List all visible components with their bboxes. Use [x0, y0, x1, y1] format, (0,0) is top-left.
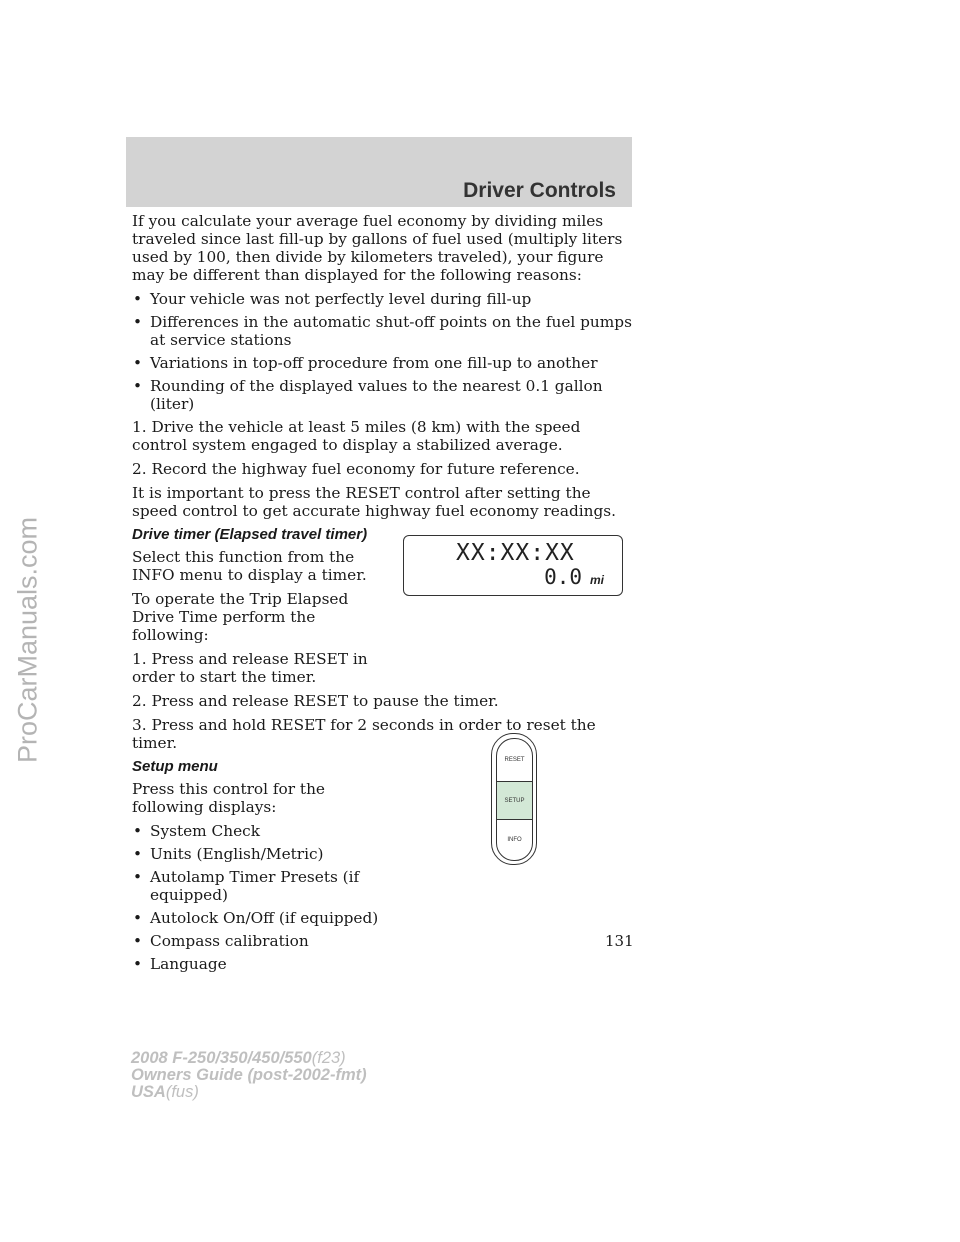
bullet-icon: •	[133, 313, 143, 331]
message-center-switch	[491, 733, 537, 865]
drive-timer-step: 2. Press and release RESET to pause the timer.	[132, 692, 499, 710]
footer-line: 2008 F-250/350/450/550(f23)	[131, 1049, 346, 1067]
reset-button: RESET	[504, 757, 525, 763]
bullet-icon: •	[133, 955, 143, 973]
distance-readout: 0.0	[544, 565, 582, 589]
list-item: • Your vehicle was not perfectly level during fill-up	[133, 290, 532, 308]
list-item: • Differences in the automatic shut-off points on the fuel pumps at service stations	[133, 313, 632, 349]
bullet-icon: •	[133, 909, 143, 927]
bullet-icon: •	[133, 377, 143, 395]
bullet-icon: •	[133, 290, 143, 308]
drive-timer-step: 1. Press and release RESET in order to start the timer.	[132, 650, 368, 686]
drive-timer-paragraph: To operate the Trip Elapsed Drive Time perform the following:	[132, 590, 349, 644]
bullet-icon: •	[133, 354, 143, 372]
footer-line: Owners Guide (post-2002-fmt)	[131, 1066, 367, 1084]
watermark-text: ProCarManuals.com	[12, 516, 43, 764]
setup-button: SETUP	[497, 781, 532, 820]
bullet-icon: •	[133, 822, 143, 840]
step-paragraph: 1. Drive the vehicle at least 5 miles (8 km) with the speed control system engaged to display a stabilized average.	[132, 418, 581, 454]
bullet-icon: •	[133, 868, 143, 886]
intro-paragraph: If you calculate your average fuel economy by dividing miles traveled since last fill-up by gallons of fuel used (multiply liters used by 100, then divide by kilometers traveled), your figure may be different than displayed for the following reasons:	[132, 212, 623, 284]
list-item: • Autolock On/Off (if equipped)	[133, 909, 379, 927]
drive-timer-step: 3. Press and hold RESET for 2 seconds in order to reset the timer.	[132, 716, 596, 752]
switch-body	[496, 738, 533, 861]
setup-menu-heading: Setup menu	[132, 758, 218, 775]
drive-timer-heading: Drive timer (Elapsed travel timer)	[132, 526, 368, 543]
footer-line: USA(fus)	[131, 1083, 199, 1101]
footer	[131, 1050, 367, 1101]
reset-note: It is important to press the RESET control after setting the speed control to get accurate highway fuel economy readings.	[132, 484, 616, 520]
bullet-icon: •	[133, 845, 143, 863]
distance-unit: mi	[589, 573, 604, 587]
list-item: • Compass calibration	[133, 932, 309, 950]
info-button: INFO	[507, 836, 522, 843]
list-item: • Language	[133, 955, 227, 973]
section-title: Driver Controls	[463, 179, 616, 202]
header-band	[126, 137, 632, 207]
timer-readout: XX:XX:XX	[456, 540, 575, 566]
list-item: • Autolamp Timer Presets (if equipped)	[133, 868, 360, 904]
trip-timer-display	[403, 535, 623, 596]
list-item: • Variations in top-off procedure from one fill-up to another	[133, 354, 598, 372]
bullet-icon: •	[133, 932, 143, 950]
side-watermark	[6, 510, 50, 770]
step-paragraph: 2. Record the highway fuel economy for future reference.	[132, 460, 580, 478]
page-number: 131	[605, 932, 634, 950]
setup-paragraph: Press this control for the following displays:	[132, 780, 325, 816]
list-item: • Rounding of the displayed values to the nearest 0.1 gallon (liter)	[133, 377, 603, 413]
drive-timer-paragraph: Select this function from the INFO menu to display a timer.	[132, 548, 367, 584]
list-item: • System Check	[133, 822, 260, 840]
list-item: • Units (English/Metric)	[133, 845, 324, 863]
